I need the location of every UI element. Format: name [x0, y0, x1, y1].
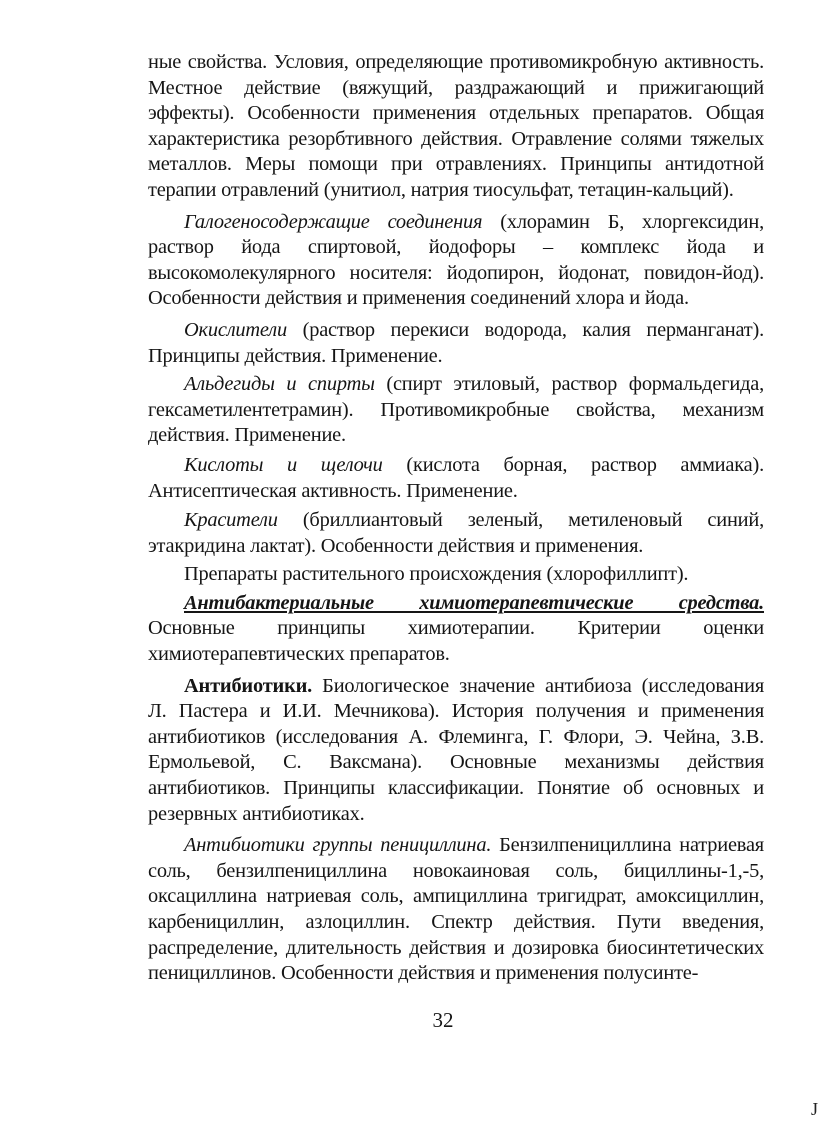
- paragraph-heading: Кислоты и щелочи: [184, 453, 383, 476]
- paragraph-dyes: [148, 508, 764, 559]
- paragraph-heading: Галогеносодержащие соединения: [184, 210, 483, 233]
- page-number: 32: [432, 1008, 454, 1032]
- paragraph-heading: Антибиотики группы пенициллина.: [184, 834, 492, 857]
- paragraph-acids: [148, 453, 764, 504]
- paragraph-text: Основные принципы химиотерапии. Критерии оценки химиотерапевтических препаратов.: [148, 617, 764, 666]
- paragraph-text: ные свойства. Условия, определяющие противомикробную активность. Местное действие (вяжущий, раздражающий и прижигающий эффекты). Особенности применения отдельных препаратов. Общая характеристика резорбтивного действия. Отравление солями тяжелых металлов. Меры помощи при отравлениях. Принципы антидотной терапии отравлений (унитиол, натрия тиосульфат, тетацин-кальций).: [148, 51, 764, 201]
- paragraph-penicillins: [148, 833, 764, 987]
- corner-mark: J: [811, 1099, 819, 1119]
- paragraph-text: (кислота борная, раствор аммиака). Антисептическая активность. Применение.: [148, 453, 764, 502]
- paragraph-heading: Красители: [184, 509, 278, 532]
- paragraph-text: Бензилпенициллина натриевая соль, бензилпенициллина новокаиновая соль, бициллины-1,-5, оксациллина натриевая соль, ампициллина тригидрат, амоксициллин, карбенициллин, азлоциллин. Спектр действия. Пути введения, распределение, длительность действия и дозировка биосинтетических пенициллинов. Особенности действия и применения полусинте-: [148, 834, 764, 985]
- paragraph-text: (спирт этиловый, раствор формальдегида, гексаметилентетрамин). Противомикробные свойства, механизм действия. Применение.: [148, 373, 764, 447]
- paragraph-text: (хлорамин Б, хлоргексидин, раствор йода спиртовой, йодофоры – комплекс йода и высокомолекулярного носителя: йодопирон, йодонат, повидон-йод). Особенности действия и применения соединений хлора и йода.: [148, 210, 764, 310]
- paragraph-text: (бриллиантовый зеленый, метиленовый синий, этакридина лактат). Особенности действия и применения.: [148, 509, 764, 557]
- paragraph-heading: Окислители: [184, 318, 287, 341]
- section-heading: Антибиотики.: [184, 674, 313, 697]
- paragraph-text: Препараты растительного происхождения (хлорофиллипт).: [184, 563, 689, 586]
- paragraph-text: Биологическое значение антибиоза (исследования Л. Пастера и И.И. Мечникова). История получения и применения антибиотиков (исследования А. Флеминга, Г. Флори, Э. Чейна, З.В. Ермольевой, С. Ваксмана). Основные механизмы действия антибиотиков. Принципы классификации. Понятие об основных и резервных антибиотиках.: [148, 674, 764, 825]
- paragraph-chemotherapy: [148, 591, 764, 668]
- section-heading: Антибактериальные химиотерапевтические средства.: [184, 591, 764, 614]
- paragraph-antibiotics: [148, 674, 764, 828]
- page-text: [148, 50, 764, 987]
- paragraph-halogens: [148, 210, 764, 312]
- paragraph-text: (раствор перекиси водорода, калия перманганат). Принципы действия. Применение.: [148, 318, 764, 367]
- paragraph-heavy-metals: [148, 50, 764, 204]
- paragraph-oxidizers: [148, 318, 764, 369]
- paragraph-plant-preparations: [148, 562, 764, 588]
- paragraph-heading: Альдегиды и спирты: [184, 373, 375, 396]
- paragraph-aldehydes: [148, 372, 764, 449]
